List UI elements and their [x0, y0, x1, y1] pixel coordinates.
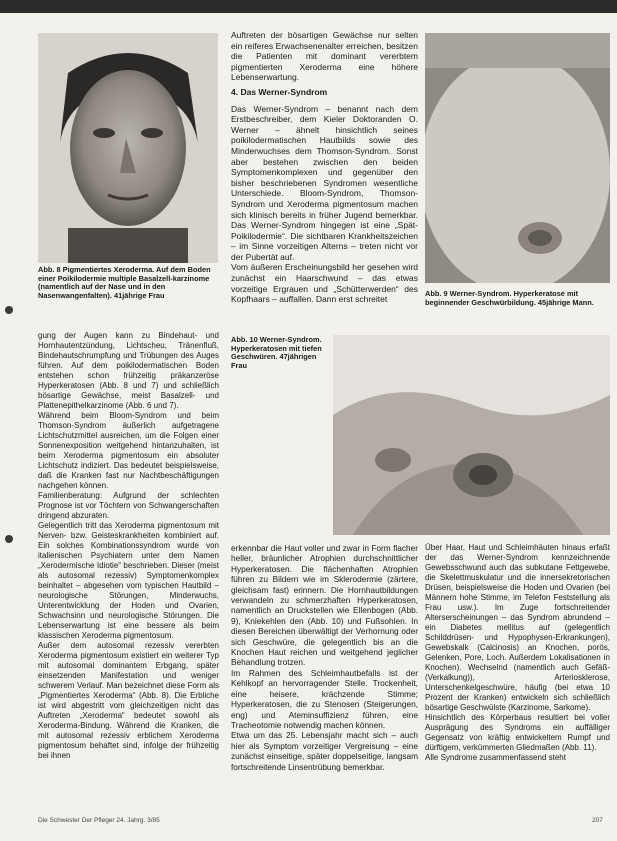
- paragraph: Das Werner-Syndrom – benannt nach dem Erstbeschreiber, dem Kieler Doktoranden O. Werner – ähnelt hinsichtlich seines poikilodermatischen Hautbilds sowie des Minderwuchses dem Thomson-Syndrom. Sonst aber bestehen zwischen den beiden Symptomenkomplexen und gegenüber den bisher beschriebenen Syndromen wesentliche Unterschiede. Bloom-Syndrom, Thomson-Syndrom und Xeroderma pigmentosum machen sich klinisch bereits in früher Jugend bemerkbar. Das Werner-Syndrom hingegen ist eine „Spät-Poikilodermie“. Die sichtbaren Krankheitszeichen – im Sinne vorzeitigen Alterns – treten nicht vor der Pubertät auf.: [231, 103, 418, 262]
- column-bottom-right: [425, 543, 610, 763]
- binder-hole-bottom: [5, 535, 13, 543]
- paragraph: erkennbar die Haut voller und zwar in Form flacher heller, bräunlicher Atrophien durchschnittlicher Hyperkeratosen. Die flächenhaften Atrophien führen zu Bildern wie im Sklerodermie (zärtere, gleichsam fast) erinnern. Die Hornhautbildungen verwandeln zu schmerzhaften Hyperkeratosen, namentlich an Druckstellen wie Ellenbogen (Abb. 9), Kniekehlen den (Abb. 10) und Fußsohlen. In diesen Bereichen überwältigt der Verhornung oder sich Geschwüre, die gelegentlich bis an die Knochen Haut reichen und weitgehend jeglicher Behandlung trotzen.: [231, 543, 418, 668]
- paragraph: Hinsichtlich des Körperbaus resultiert bei voller Ausprägung des Syndroms ein auffälliger Gegensatz von kräftig entwickeltem Rumpf und dürftigem, verkümmerten Gliedmaßen (Abb. 11).: [425, 713, 610, 752]
- footer-journal: Die Schwester Der Pfleger 24. Jahrg. 3/85: [38, 817, 160, 824]
- paragraph: Über Haar, Haut und Schleimhäuten hinaus erfaßt der das Werner-Syndrom kennzeichnende Gewebsschwund auch das subkutane Fettgewebe, die Skelettmuskulatur und die innersekretorischen Drüsen, beispielsweise die Hoden und Ovarien (bei Männern hohe Stimme, im Telefon Feststellung als Frau usw.). Im Zuge fortschreitender Alterserscheinungen – das Syndrom abrundend – ein Diabetes mellitus auf (gelegentlich Schilddrüsen- und Hypophysen-Erkrankungen), Gewebskalk (Calcinosis) an Knochen, porös, Gelenken, Pore, Loch. Außerdem Lokalisationen in Knochen). Wechselnd (namentlich auch Gefäß- (Verkalkung)), Arteriosklerose, Unterschenkelgeschwüre, häufig (bei etwa 10 Prozent der Kranken) entwickeln sich schließlich bösartige Geschwülste (Karzinome, Sarkome).: [425, 543, 610, 712]
- caption-abb9: Abb. 9 Werner-Syndrom. Hyperkeratose mit beginnender Geschwürbildung. 45jährige Mann.: [425, 289, 594, 307]
- paragraph: Außer dem autosomal rezessiv vererbten Xeroderma pigmentosum existiert ein weiterer Typ mit autosomal dominantem Erbgang, später einsetzenden Manifestation und weniger schwerem Verlauf. Man bezeichnet diese Form als „Pigmentiertes Xeroderma“ (Abb. 8). Die Erbliche ist wird abgestritt vom gleichzeitigen nicht das Auftreten „Xeroderma“ bedeutet sowohl als Xeroderma-Bindung. Während die Kranken, die mit autosomal rezessiv erblichem Xeroderma pigmentosum behaftet sind, infolge der frühzeitig bei ihnen: [38, 641, 219, 760]
- paragraph: Vom äußeren Erscheinungsbild her gesehen wird zunächst ein Haarschwund – das etwas vorzeitige Ergrauen und „Schütterwerden“ des Kopfhaars – auffallen. Dann erst schreitet: [231, 262, 418, 305]
- binder-hole-top: [5, 306, 13, 314]
- paragraph: Familienberatung: Aufgrund der schlechten Prognose ist vor Töchtern von Schwangerschaften dringend abzuraten.: [38, 491, 219, 520]
- photo-knee-abb10: [333, 335, 610, 535]
- paragraph: Auftreten der bösartigen Gewächse nur selten ein reiferes Erwachsenenalter erreichen, besitzen die Patienten mit dominant vererbtem pigmentierten Xeroderma eine höhere Lebenserwartung.: [231, 30, 418, 83]
- paragraph: Während beim Bloom-Syndrom und beim Thomson-Syndrom äußerlich aufgetragene Lichtschutzmittel ausreichen, um die Folgen einer Sonnenexposition weitgehend hintanzuhalten, ist beim Xeroderma pigmentosum ein absoluter Lichtschutz indiziert. Das bedeutet beispielsweise, daß die Kranken fast nur Nachtbeschäftigungen nachgehen können.: [38, 411, 219, 490]
- elbow-photo-graphic: [425, 33, 610, 283]
- column-left: [38, 331, 219, 761]
- caption-abb10: Abb. 10 Werner-Syndrom. Hyperkeratosen mit tiefen Geschwüren. 47jährigen Frau: [231, 335, 322, 370]
- section-heading: 4. Das Werner-Syndrom: [231, 86, 328, 97]
- caption-abb8: Abb. 8 Pigmentiertes Xeroderma. Auf dem Boden einer Poikilodermie multiple Basalzell-karzinome (namentlich auf der Nase und in den Nasenwangenfalten). 41jährige Frau: [38, 265, 211, 300]
- footer-page-number: 207: [592, 817, 603, 824]
- paragraph: Alle Syndrome zusammenfassend steht: [425, 753, 566, 762]
- paragraph: Etwa um das 25. Lebensjahr macht sich – auch hier als Symptom vorzeitiger Vergreisung – eine zunächst einseitige, später doppelseitige, langsam fortschreitende Linsentrübung bemerkbar.: [231, 730, 418, 772]
- photo-elbow-abb9: [425, 33, 610, 283]
- column-top-middle: [231, 30, 418, 305]
- paragraph: gung der Augen kann zu Bindehaut- und Hornhautentzündung, Lichtscheu, Tränenfluß, Bindehautschrumpfung und Trübungen des Auges führen. Auf dem poikilodermatischen Boden entstehen schon frühzeitig präkanzeröse Hyperkeratosen (Abb. 8 und 7) und schließlich bösartige Gewächse, meist Basalzell- und Plattenepithelkarzinome (Abb. 6 und 7).: [38, 331, 219, 410]
- paragraph: Gelegentlich tritt das Xeroderma pigmentosum mit Nerven- bzw. Geisteskrankheiten kombiniert auf. Ein solches Kombinationssyndrom wurde von italienischen Psychiatern unter dem Namen „Xerodermische Idiotie“ beschrieben. Dieser (meist als autosomal rezessiv) Symptomenkomplex beinhaltet – abgesehen vom typischen Hautbild – neurologische Störungen, Minderwuchs, Unterentwicklung der Hoden und Ovarien, Schwachsinn und neurologische Störungen. Die Lebenserwartung ist eine bessere als beim klassischen Xeroderma pigmentosum.: [38, 521, 219, 640]
- column-bottom-middle: [231, 543, 418, 772]
- top-border-strip: [0, 0, 617, 13]
- paragraph: Im Rahmen des Schleimhautbefalls ist der Kehlkopf an hervorragender Stelle. Trockenheit, eine heisere, krächzende Stimme; Hyperkeratosen, die zu Stenosen (Steigerungen, eng) und Ateminsuffizienz führen, eine Tracheotomie notwendig machen können.: [231, 667, 418, 730]
- knee-photo-graphic: [333, 335, 610, 535]
- face-photo-graphic: [38, 33, 218, 263]
- photo-face-abb8: [38, 33, 218, 263]
